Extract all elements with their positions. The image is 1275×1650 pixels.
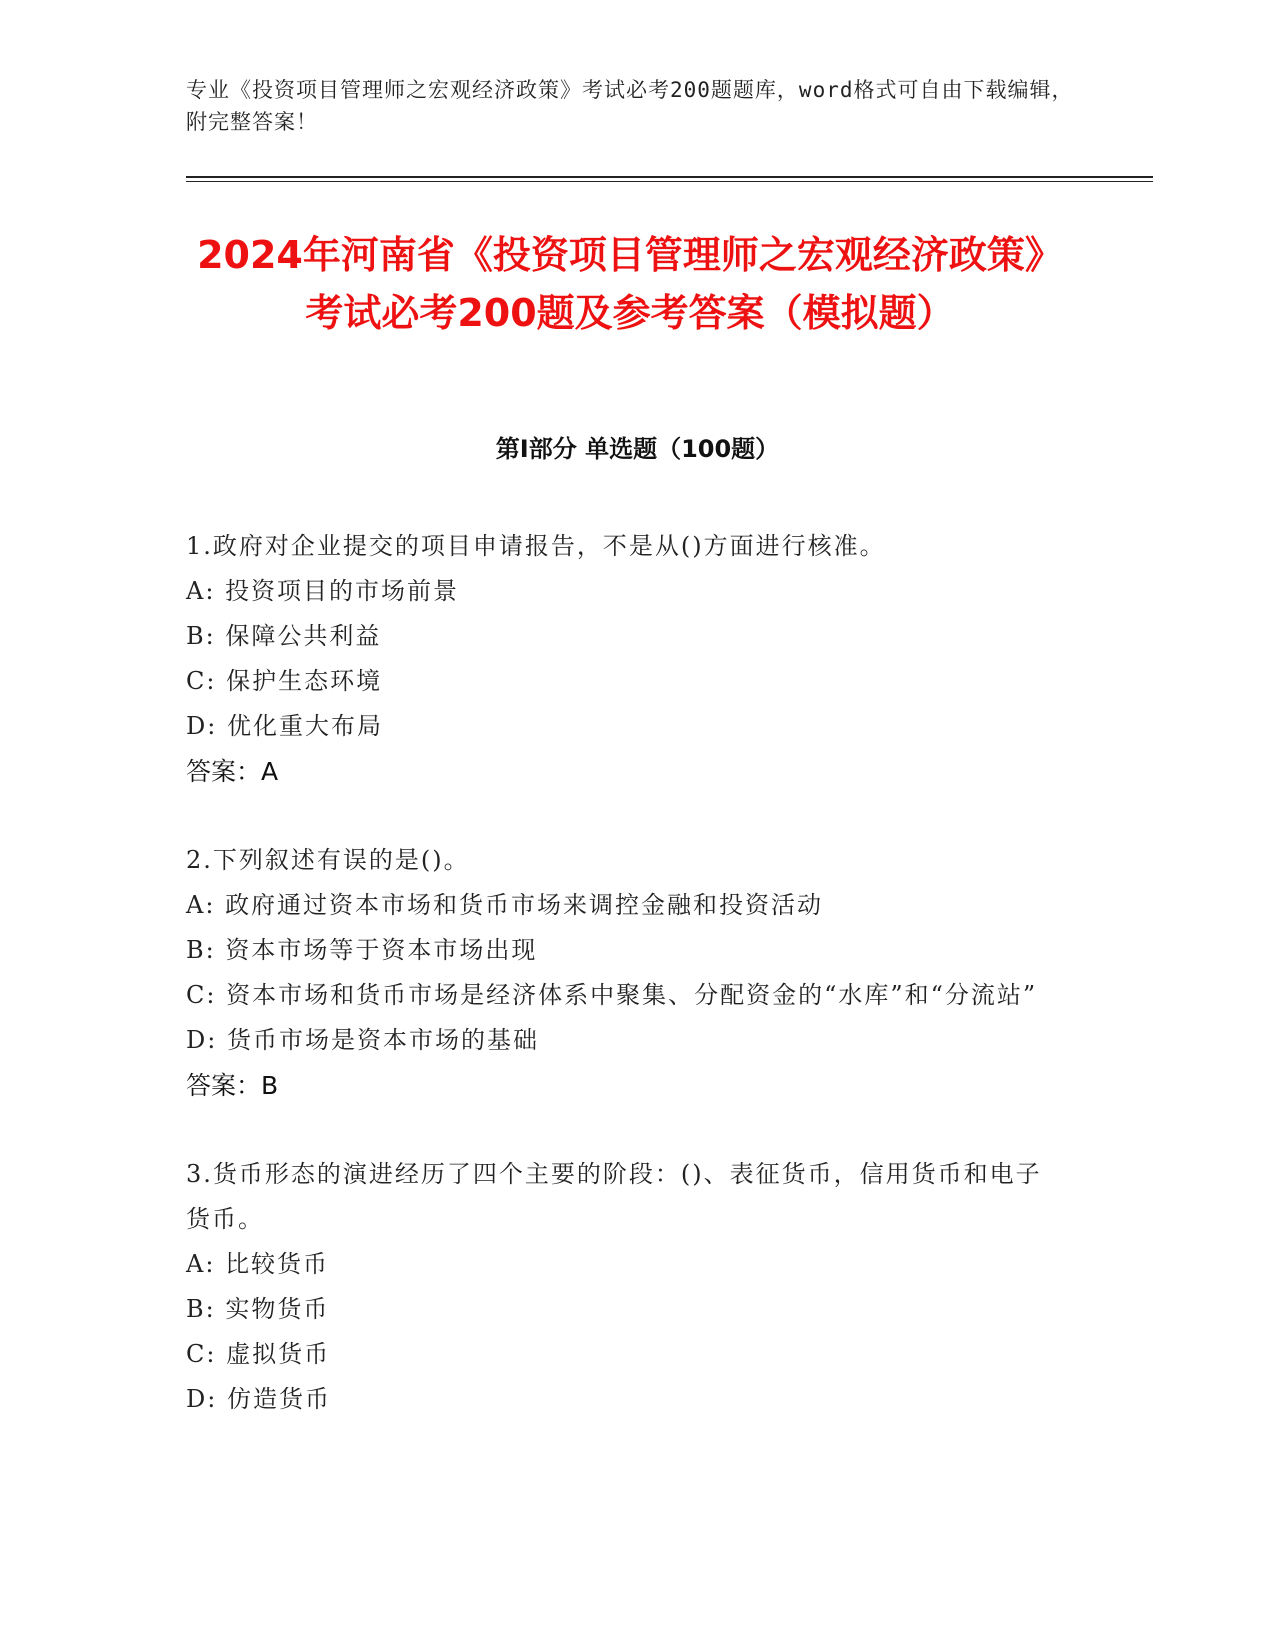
option-key: D: — [186, 1026, 218, 1054]
option-a — [186, 883, 1086, 928]
question-list — [186, 524, 1086, 1466]
option-key: D: — [186, 712, 218, 740]
document-title: 2024年河南省《投资项目管理师之宏观经济政策》考试必考200题及参考答案（模拟题） — [197, 233, 1063, 335]
option-key: B: — [186, 622, 216, 650]
option-text: 资本市场等于资本市场出现 — [225, 936, 538, 964]
option-key: D: — [186, 1385, 218, 1413]
option-text: 仿造货币 — [226, 1385, 331, 1413]
header-note: 专业《投资项目管理师之宏观经济政策》考试必考200题题库，word格式可自由下载编辑，附完整答案！ — [186, 78, 1074, 134]
option-d — [186, 704, 1086, 749]
option-text: 实物货币 — [225, 1295, 330, 1323]
option-a — [186, 1242, 1086, 1287]
option-key: A: — [186, 891, 216, 919]
option-text: 保护生态环境 — [226, 667, 383, 695]
question-3 — [186, 1152, 1086, 1422]
option-text: 资本市场和货币市场是经济体系中聚集、分配资金的“水库”和“分流站” — [226, 981, 1038, 1009]
option-b — [186, 1287, 1086, 1332]
option-key: C: — [186, 981, 217, 1009]
option-b — [186, 928, 1086, 973]
header-divider-thin — [186, 181, 1153, 182]
option-text: 优化重大布局 — [226, 712, 383, 740]
header-divider-thick — [186, 176, 1153, 178]
option-key: C: — [186, 667, 217, 695]
option-text: 货币市场是资本市场的基础 — [226, 1026, 539, 1054]
option-a — [186, 569, 1086, 614]
answer-line: 答案：B — [186, 1071, 279, 1100]
question-stem: 1.政府对企业提交的项目申请报告，不是从()方面进行核准。 — [186, 532, 886, 560]
option-c — [186, 1332, 1086, 1377]
option-text: 虚拟货币 — [226, 1340, 331, 1368]
option-key: B: — [186, 936, 216, 964]
answer-line: 答案：A — [186, 757, 279, 786]
option-text: 比较货币 — [225, 1250, 330, 1278]
option-key: A: — [186, 1250, 216, 1278]
option-key: C: — [186, 1340, 217, 1368]
option-text: 政府通过资本市场和货币市场来调控金融和投资活动 — [225, 891, 824, 919]
option-text: 保障公共利益 — [225, 622, 382, 650]
option-d — [186, 1377, 1086, 1422]
option-c — [186, 659, 1086, 704]
option-key: A: — [186, 577, 216, 605]
section-heading: 第I部分 单选题（100题） — [495, 435, 780, 463]
question-1 — [186, 524, 1086, 794]
option-b — [186, 614, 1086, 659]
option-text: 投资项目的市场前景 — [225, 577, 460, 605]
question-2 — [186, 838, 1086, 1108]
option-key: B: — [186, 1295, 216, 1323]
option-c — [186, 973, 1086, 1018]
question-stem: 3.货币形态的演进经历了四个主要的阶段：()、表征货币，信用货币和电子货币。 — [186, 1160, 1042, 1233]
question-stem: 2.下列叙述有误的是()。 — [186, 846, 470, 874]
option-d — [186, 1018, 1086, 1063]
